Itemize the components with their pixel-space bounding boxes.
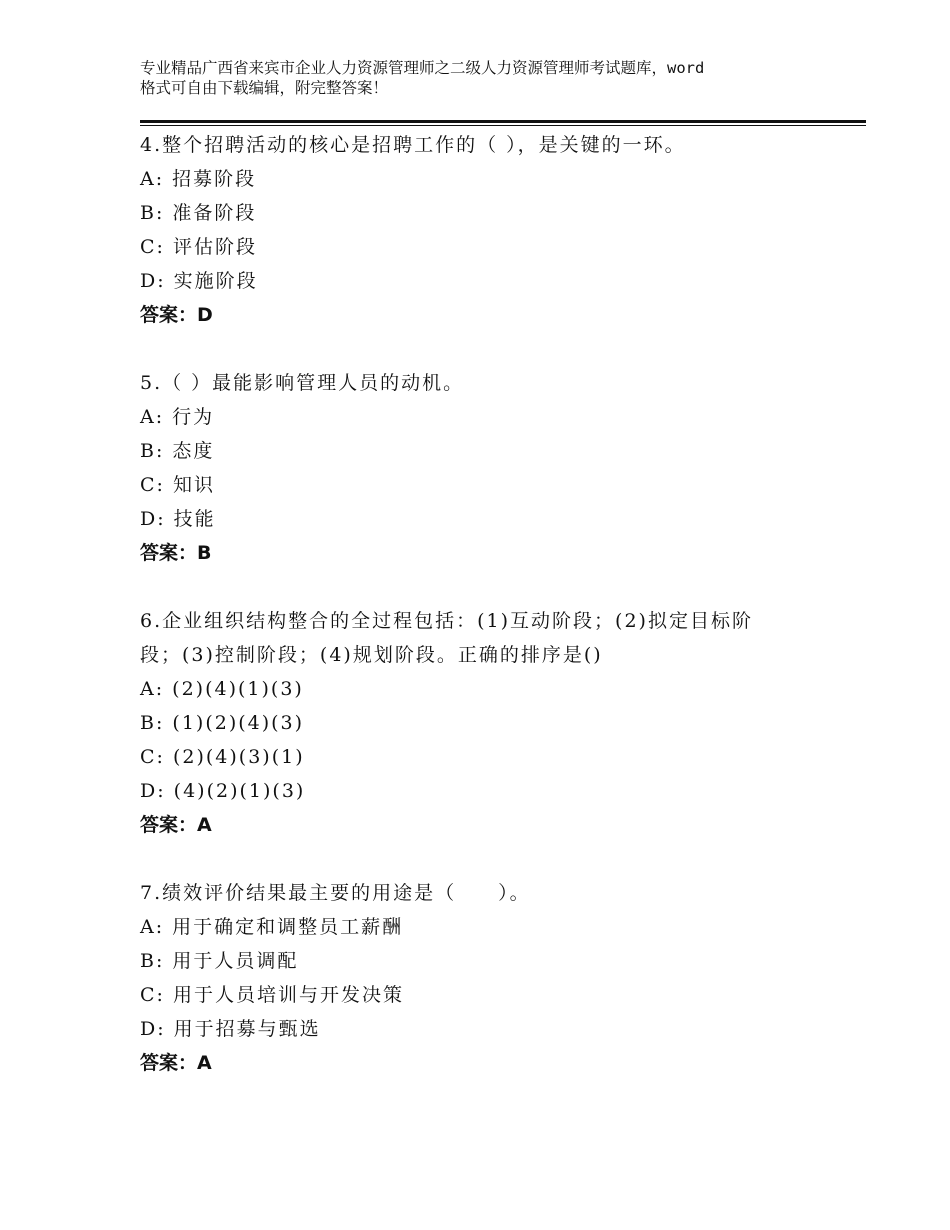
question-text: 5.（ ）最能影响管理人员的动机。 bbox=[140, 372, 465, 394]
option-a: A: 招募阶段 bbox=[140, 168, 257, 190]
answer: 答案：B bbox=[140, 542, 212, 564]
option-c: C: (2)(4)(3)(1) bbox=[140, 746, 305, 768]
answer: 答案：A bbox=[140, 814, 212, 836]
option-b: B: (1)(2)(4)(3) bbox=[140, 712, 305, 734]
question-text: 6.企业组织结构整合的全过程包括：(1)互动阶段；(2)拟定目标阶段；(3)控制阶段；(4)规划阶段。正确的排序是() bbox=[140, 610, 753, 666]
option-b: B: 用于人员调配 bbox=[140, 950, 299, 972]
option-d: D: 用于招募与甄选 bbox=[140, 1018, 321, 1040]
question-list bbox=[140, 128, 840, 1080]
answer: 答案：D bbox=[140, 304, 213, 326]
option-a: A: 行为 bbox=[140, 406, 215, 428]
question-7 bbox=[140, 876, 840, 1080]
question-text: 7.绩效评价结果最主要的用途是（ ）。 bbox=[140, 882, 531, 904]
option-a: A: (2)(4)(1)(3) bbox=[140, 678, 304, 700]
option-c: C: 评估阶段 bbox=[140, 236, 257, 258]
spacer bbox=[140, 570, 840, 604]
header-rule-thin bbox=[140, 125, 866, 126]
document-header bbox=[140, 58, 840, 98]
question-4 bbox=[140, 128, 840, 332]
option-b: B: 态度 bbox=[140, 440, 215, 462]
spacer bbox=[140, 332, 840, 366]
answer: 答案：A bbox=[140, 1052, 212, 1074]
header-rule-thick bbox=[140, 120, 866, 123]
question-5 bbox=[140, 366, 840, 570]
option-d: D: (4)(2)(1)(3) bbox=[140, 780, 306, 802]
option-c: C: 用于人员培训与开发决策 bbox=[140, 984, 404, 1006]
question-text: 4.整个招聘活动的核心是招聘工作的（ ），是关键的一环。 bbox=[140, 134, 686, 156]
option-d: D: 技能 bbox=[140, 508, 216, 530]
header-line-1: 专业精品广西省来宾市企业人力资源管理师之二级人力资源管理师考试题库，word bbox=[140, 59, 705, 77]
option-c: C: 知识 bbox=[140, 474, 215, 496]
option-a: A: 用于确定和调整员工薪酬 bbox=[140, 916, 404, 938]
spacer bbox=[140, 842, 840, 876]
option-b: B: 准备阶段 bbox=[140, 202, 257, 224]
question-6 bbox=[140, 604, 840, 842]
option-d: D: 实施阶段 bbox=[140, 270, 258, 292]
header-line-2: 格式可自由下载编辑，附完整答案！ bbox=[140, 79, 389, 97]
